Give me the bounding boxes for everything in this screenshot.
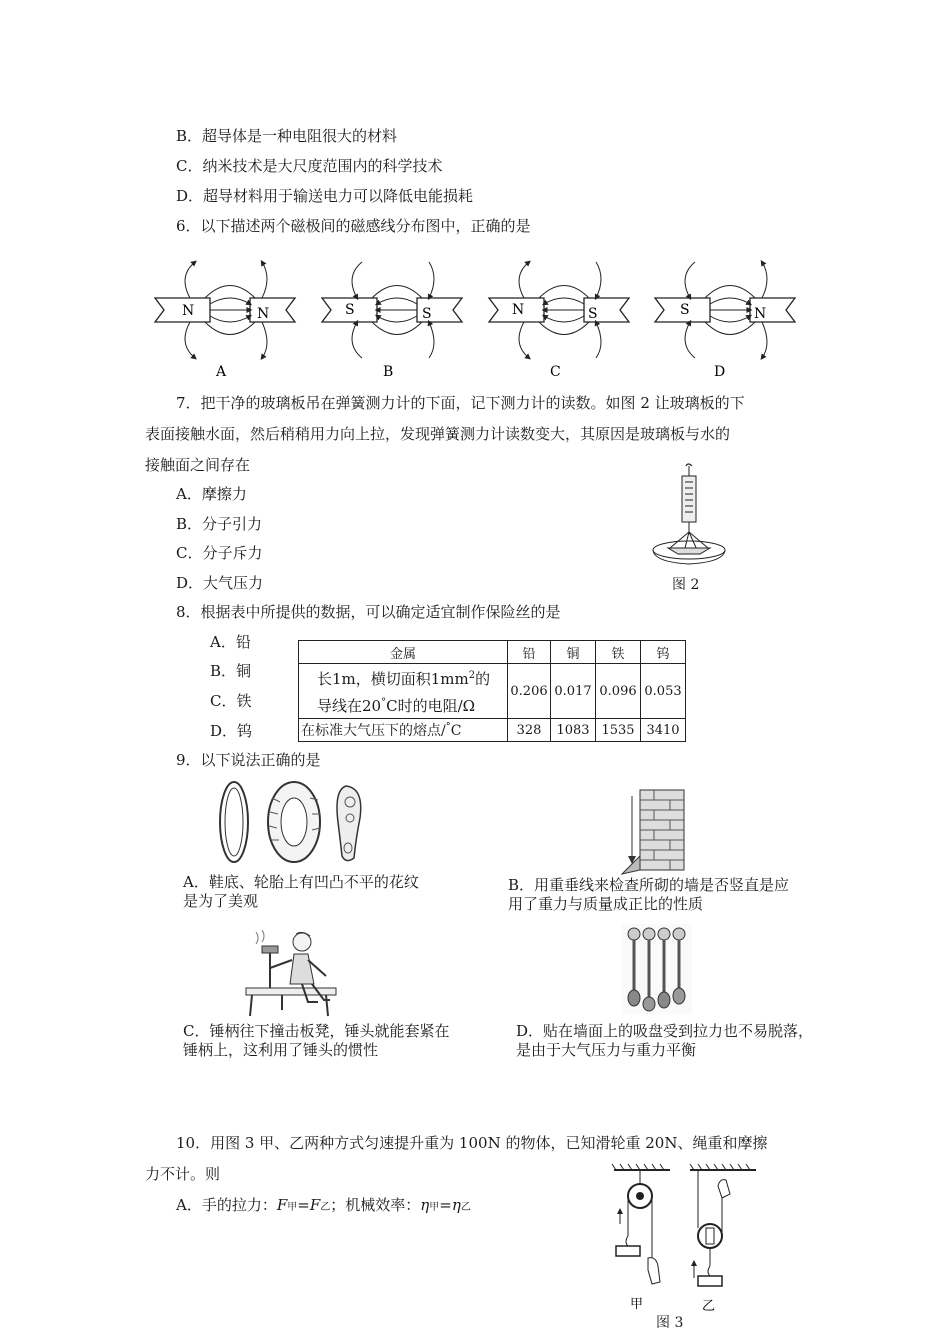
q7-option-a: A．摩擦力 (176, 485, 247, 503)
q10-stem-line1: 10．用图 3 甲、乙两种方式匀速提升重为 100N 的物体，已知滑轮重 20N、绳重和摩擦 (176, 1134, 768, 1152)
field-diagram-c (489, 262, 629, 380)
table-cell: 0.096 (596, 664, 641, 719)
q7-stem-line2: 表面接触水面，然后稍稍用力向上拉，发现弹簧测力计读数变大，其原因是玻璃板与水的 (145, 425, 731, 443)
q7-stem-line1: 7．把干净的玻璃板吊在弹簧测力计的下面，记下测力计的读数。如图 2 让玻璃板的下 (176, 394, 745, 412)
magnetic-field-diagrams (150, 258, 800, 380)
melting-point-label: 在标准大气压下的熔点/°C (299, 719, 508, 742)
table-cell: 0.017 (551, 664, 596, 719)
table-header-cell: 铜 (551, 641, 596, 664)
table-row (299, 664, 686, 719)
brick-wall-figure (618, 786, 698, 876)
q5-option-d: D．超导材料用于输送电力可以降低电能损耗 (176, 187, 474, 205)
pole-right: S (422, 306, 432, 322)
table-header-cell: 钨 (641, 641, 686, 664)
figure-label: C (550, 364, 561, 380)
pole-right: N (257, 306, 270, 322)
q9-option-c: C．锤柄往下撞击板凳，锤头就能套紧在锤柄上，这利用了锤头的惯性 (183, 1022, 450, 1059)
pulley-label-yi: 乙 (702, 1299, 716, 1312)
pole-left: N (182, 303, 195, 319)
pulley-label-jia: 甲 (630, 1297, 644, 1312)
field-diagram-a (155, 262, 295, 380)
field-diagram-b (322, 262, 462, 380)
pulley-figure (608, 1162, 788, 1312)
figure-label: B (383, 364, 394, 380)
table-cell: 328 (508, 719, 551, 742)
q8-option-d: D．钨 (210, 722, 253, 740)
q8-stem: 8．根据表中所提供的数据，可以确定适宜制作保险丝的是 (176, 603, 561, 621)
table-header-cell: 铁 (596, 641, 641, 664)
q10-option-a: A．手的拉力：F甲=F乙；机械效率：η甲=η乙 (176, 1196, 471, 1214)
table-cell: 0.053 (641, 664, 686, 719)
q6-stem: 6．以下描述两个磁极间的磁感线分布图中，正确的是 (176, 217, 531, 235)
suction-cup-figure (622, 924, 692, 1014)
q7-option-c: C．分子斥力 (176, 544, 263, 562)
hammer-bench-figure (242, 930, 338, 1018)
q8-option-b: B．铜 (210, 662, 252, 680)
q9-stem: 9．以下说法正确的是 (176, 751, 321, 769)
q7-stem-line3: 接触面之间存在 (145, 456, 251, 474)
q7-option-d: D．大气压力 (176, 574, 264, 592)
tire-and-shoe-figure (214, 778, 374, 866)
resistance-label: 长1m，横切面积$1mm^2$的 导线在20°C时的电阻/Ω (299, 664, 508, 719)
q9-option-a: A．鞋底、轮胎上有凹凸不平的花纹是为了美观 (183, 873, 419, 910)
q8-option-c: C．铁 (210, 692, 252, 710)
q7-option-b: B．分子引力 (176, 515, 263, 533)
q8-option-a: A．铅 (210, 633, 251, 651)
field-diagram-d (655, 262, 795, 380)
q5-option-b: B．超导体是一种电阻很大的材料 (176, 127, 398, 145)
figure-label: D (714, 364, 726, 380)
table-row (299, 719, 686, 742)
spring-scale-figure (648, 462, 738, 574)
q10-stem-line2: 力不计。则 (145, 1165, 221, 1183)
table-header-cell: 铅 (508, 641, 551, 664)
table-header-cell: 金属 (299, 641, 508, 664)
table-cell: 3410 (641, 719, 686, 742)
metal-data-table (298, 640, 686, 742)
q5-option-c: C．纳米技术是大尺度范围内的科学技术 (176, 157, 443, 175)
table-header-row (299, 641, 686, 664)
table-cell: 0.206 (508, 664, 551, 719)
pole-right: N (754, 306, 767, 322)
q9-option-b: B．用重垂线来检查所砌的墙是否竖直是应用了重力与质量成正比的性质 (508, 876, 790, 913)
pole-left: N (512, 302, 525, 318)
table-cell: 1083 (551, 719, 596, 742)
table-cell: 1535 (596, 719, 641, 742)
figure-label: A (216, 364, 227, 380)
pole-right: S (588, 306, 598, 322)
q9-option-d: D．贴在墙面上的吸盘受到拉力也不易脱落，是由于大气压力与重力平衡 (516, 1022, 814, 1059)
figure-3-caption: 图 3 (656, 1315, 684, 1331)
pole-left: S (680, 302, 690, 318)
figure-2-caption: 图 2 (672, 577, 700, 593)
pole-left: S (345, 302, 355, 318)
